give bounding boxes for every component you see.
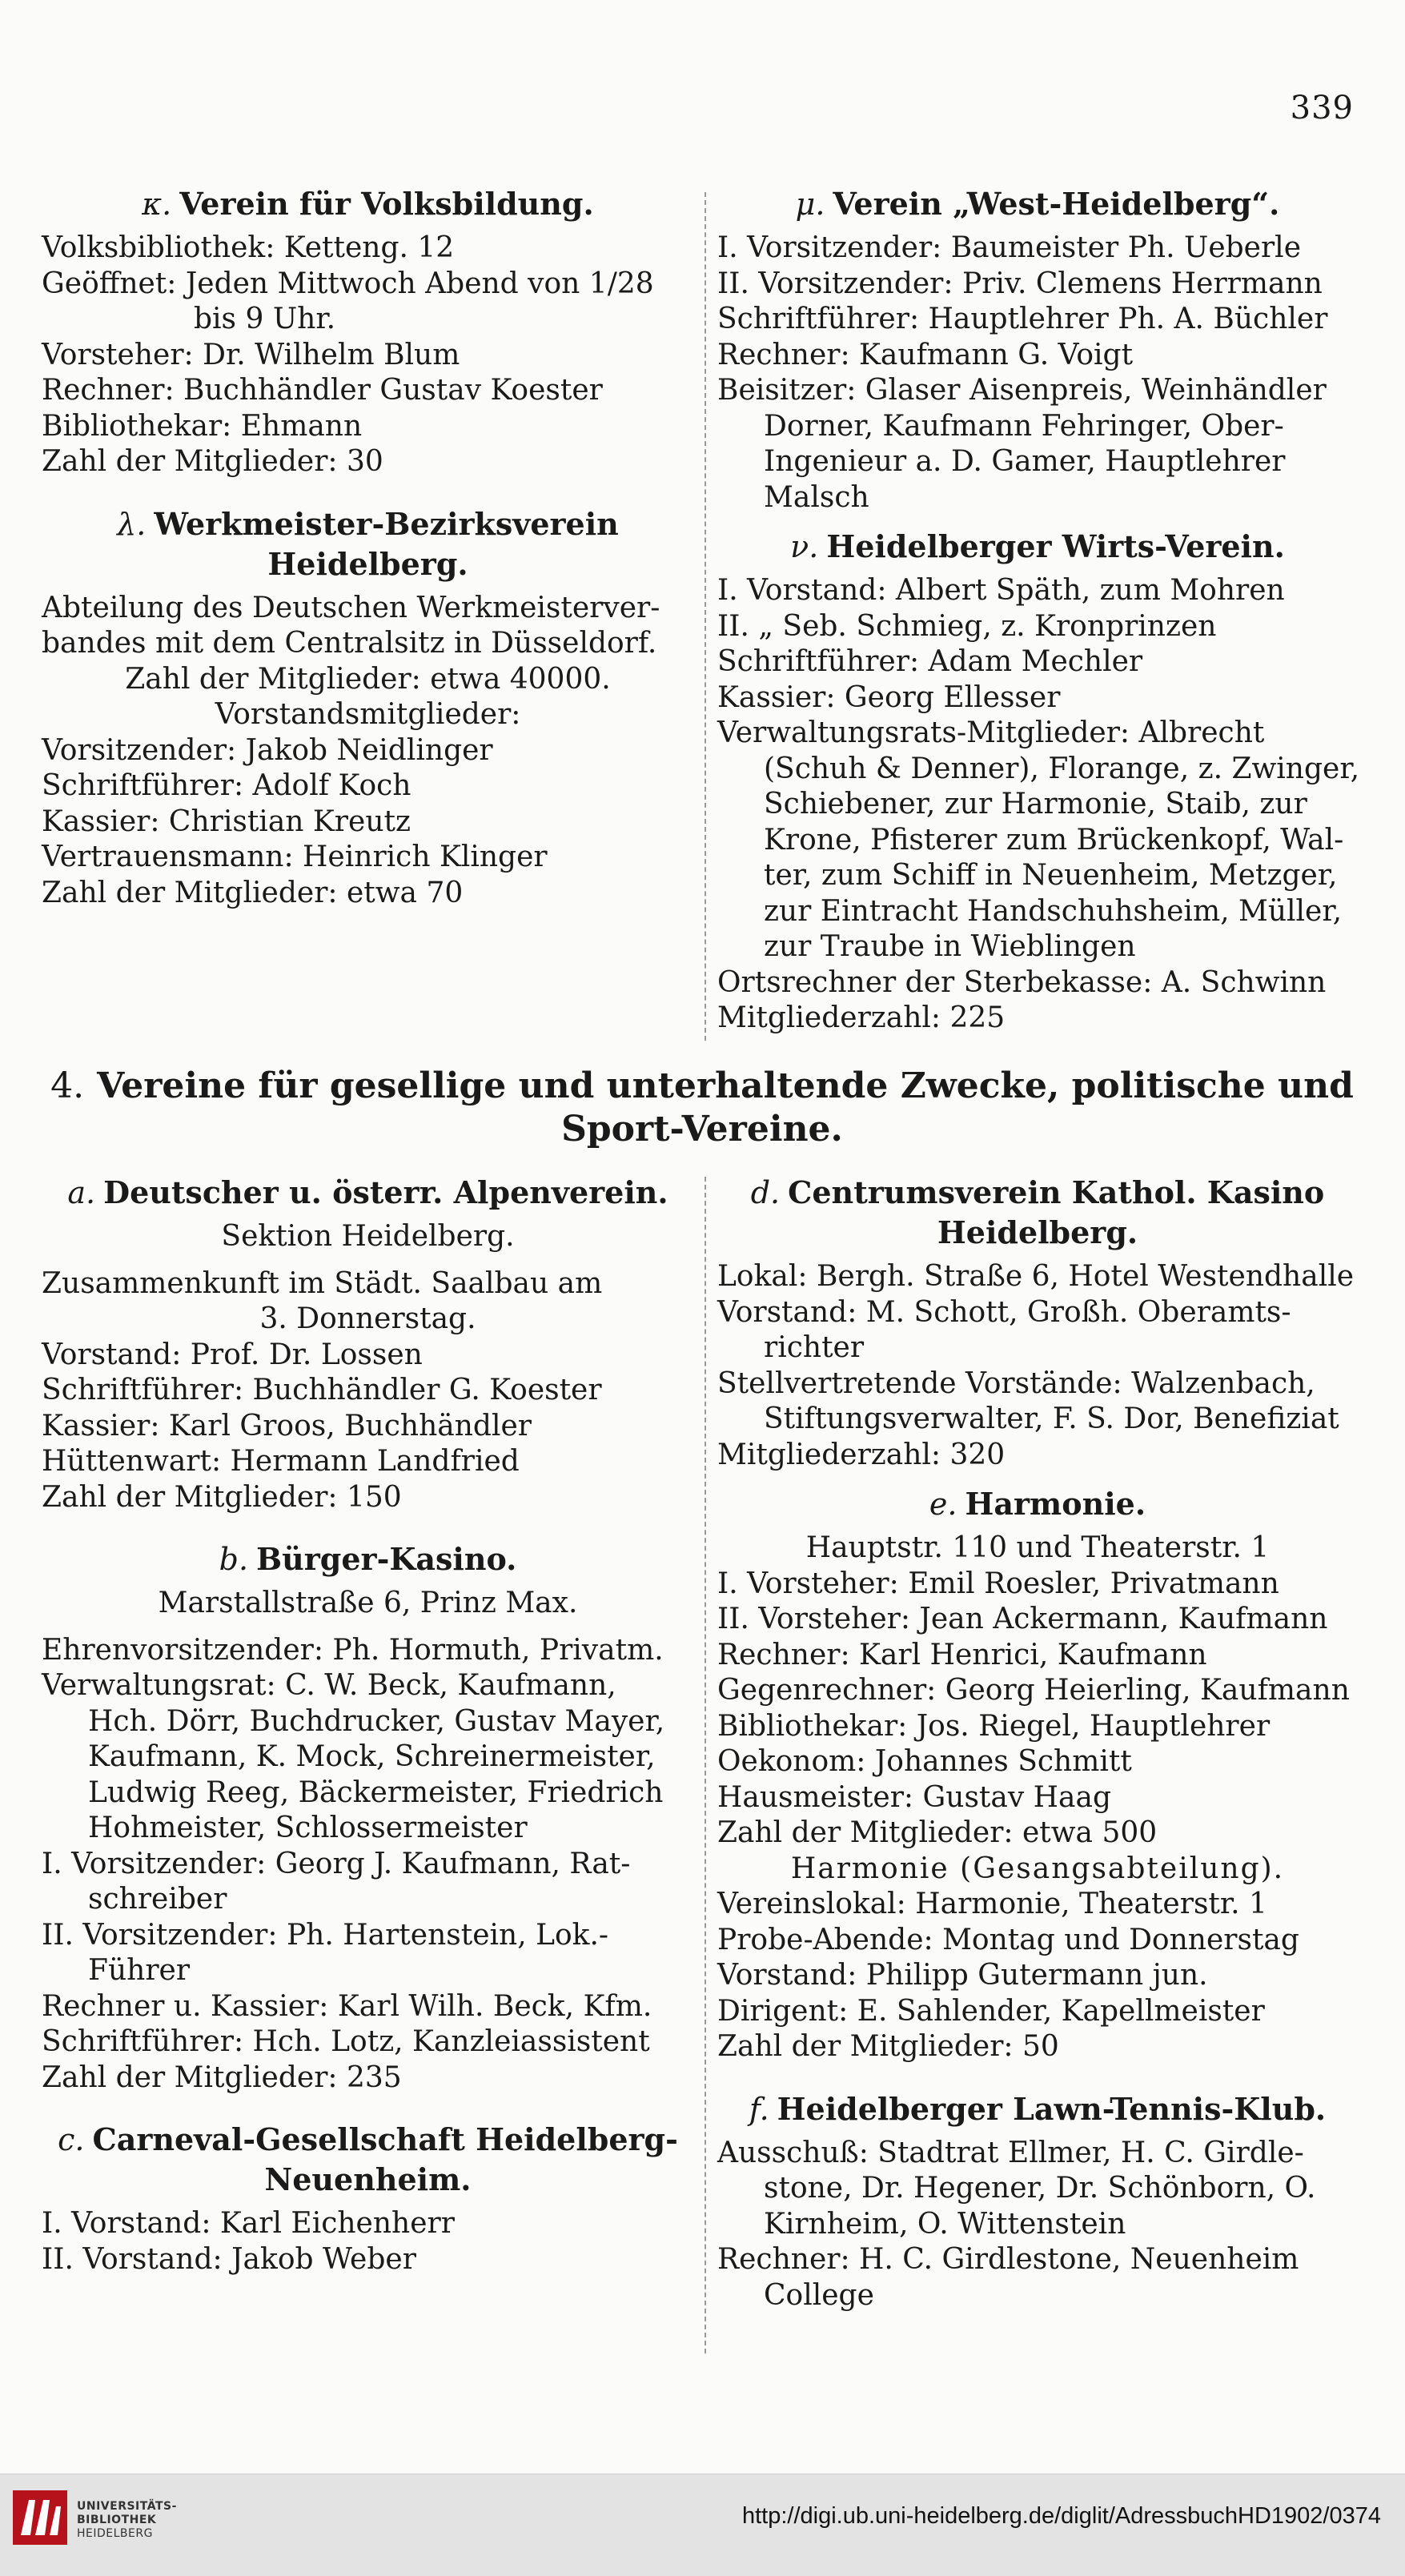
entry-nu-line: Krone, Pfisterer zum Brückenkopf, Wal- bbox=[764, 823, 1344, 857]
entry-d-line: Mitgliederzahl: 320 bbox=[717, 1438, 1006, 1471]
entry-c-line: II. Vorstand: Jakob Weber bbox=[42, 2242, 416, 2276]
entry-lambda-title: Werkmeister-Bezirksverein bbox=[154, 505, 619, 542]
entry-e-line: Oekonom: Johannes Schmitt bbox=[717, 1745, 1132, 1778]
entry-mu-line: II. Vorsitzender: Priv. Clemens Herrmann bbox=[717, 267, 1323, 300]
top-right-column bbox=[717, 184, 1358, 1037]
entry-nu-line: II. „ Seb. Schmieg, z. Kronprinzen bbox=[717, 609, 1217, 643]
entry-b-line: I. Vorsitzender: Georg J. Kaufmann, Rat- bbox=[42, 1847, 631, 1880]
entry-e-line: Harmonie (Gesangsabteilung). bbox=[790, 1852, 1285, 1885]
entry-mu-mark: μ. bbox=[795, 187, 825, 222]
section-4-title bbox=[42, 1065, 1363, 1151]
entry-c-mark: c. bbox=[58, 2122, 85, 2157]
entry-nu-line: Ortsrechner der Sterbekasse: A. Schwinn bbox=[717, 965, 1327, 999]
entry-kappa-line: Bibliothekar: Ehmann bbox=[42, 409, 363, 443]
entry-b-line: Verwaltungsrat: C. W. Beck, Kaufmann, bbox=[42, 1669, 616, 1702]
entry-b-line: Hohmeister, Schlossermeister bbox=[88, 1812, 528, 1844]
entry-kappa-line: bis 9 Uhr. bbox=[194, 303, 336, 335]
entry-nu-line: Mitgliederzahl: 225 bbox=[717, 1001, 1006, 1034]
entry-b-line: Kaufmann, K. Mock, Schreinermeister, bbox=[88, 1740, 656, 1773]
entry-nu-line: Schriftführer: Adam Mechler bbox=[717, 645, 1143, 678]
entry-nu-line: zur Eintracht Handschuhsheim, Müller, bbox=[764, 894, 1343, 928]
column-divider-top bbox=[705, 192, 706, 1041]
section-4-title-line-2: Sport-Vereine. bbox=[561, 1109, 843, 1150]
entry-nu-line: zur Traube in Wieblingen bbox=[764, 930, 1136, 963]
top-left-column bbox=[42, 184, 694, 911]
library-name-line-1: UNIVERSITÄTS- bbox=[77, 2500, 177, 2513]
entry-a-line: 3. Donnerstag. bbox=[259, 1302, 476, 1335]
entry-lambda-line: bandes mit dem Centralsitz in Düsseldorf. bbox=[42, 627, 657, 660]
entry-c-line: I. Vorstand: Karl Eichenherr bbox=[42, 2207, 455, 2240]
entry-b-line: Ludwig Reeg, Bäckermeister, Friedrich bbox=[88, 1776, 664, 1809]
library-name-line-2: BIBLIOTHEK bbox=[77, 2514, 157, 2526]
entry-mu-line: I. Vorsitzender: Baumeister Ph. Ueberle bbox=[717, 231, 1301, 264]
entry-nu-title: Heidelberger Wirts-Verein. bbox=[826, 528, 1285, 564]
entry-e-line: Dirigent: E. Sahlender, Kapellmeister bbox=[717, 1994, 1265, 2028]
entry-f-mark: f. bbox=[749, 2091, 769, 2127]
entry-kappa-line: Rechner: Buchhändler Gustav Koester bbox=[42, 374, 603, 407]
entry-a-line: Hüttenwart: Hermann Landfried bbox=[42, 1445, 520, 1478]
entry-f-title: Heidelberger Lawn-Tennis-Klub. bbox=[777, 2090, 1327, 2127]
entry-c-heading bbox=[42, 2120, 694, 2200]
entry-d-title-2: Heidelberg. bbox=[937, 1214, 1138, 1250]
entry-a-line: Zusammenkunft im Städt. Saalbau am bbox=[42, 1266, 603, 1300]
entry-lambda-mark: λ. bbox=[117, 506, 147, 542]
library-name bbox=[77, 2500, 177, 2541]
entry-b-line: Rechner u. Kassier: Karl Wilh. Beck, Kfm. bbox=[42, 1989, 652, 2023]
entry-mu-title: Verein „West-Heidelberg“. bbox=[833, 186, 1280, 222]
entry-lambda-line: Vorstandsmitglieder: bbox=[215, 698, 521, 731]
section-4-number: 4. bbox=[50, 1065, 85, 1106]
entry-a-line: Schriftführer: Buchhändler G. Koester bbox=[42, 1374, 602, 1406]
entry-mu-line: Dorner, Kaufmann Fehringer, Ober- bbox=[764, 409, 1284, 443]
entry-f-line: Rechner: H. C. Girdlestone, Neuenheim bbox=[717, 2243, 1299, 2276]
entry-e-line: Vorstand: Philipp Gutermann jun. bbox=[717, 1959, 1208, 1992]
entry-b-line: schreiber bbox=[88, 1883, 227, 1916]
entry-a-line: Kassier: Karl Groos, Buchhändler bbox=[42, 1409, 532, 1442]
entry-f-line: Kirnheim, O. Wittenstein bbox=[764, 2207, 1126, 2241]
entry-d-line: Stellvertretende Vorstände: Walzenbach, bbox=[717, 1366, 1315, 1400]
university-library-logo-icon bbox=[11, 2489, 69, 2546]
entry-mu-line: Malsch bbox=[764, 480, 869, 514]
entry-d-line: Lokal: Bergh. Straße 6, Hotel Westendhalle bbox=[717, 1260, 1355, 1293]
entry-kappa-title: Verein für Volksbildung. bbox=[179, 186, 594, 222]
entry-a-line: Sektion Heidelberg. bbox=[221, 1220, 515, 1253]
entry-b-title: Bürger-Kasino. bbox=[256, 1541, 517, 1577]
entry-lambda-title-2: Heidelberg. bbox=[267, 545, 468, 582]
entry-e-mark: e. bbox=[929, 1487, 957, 1522]
entry-e-title: Harmonie. bbox=[965, 1486, 1146, 1522]
entry-d-line: richter bbox=[764, 1331, 865, 1364]
entry-nu-line: ter, zum Schiff in Neuenheim, Metzger, bbox=[764, 859, 1338, 892]
entry-e-heading bbox=[717, 1484, 1358, 1524]
entry-nu-line: Kassier: Georg Ellesser bbox=[717, 680, 1061, 714]
entry-lambda-line: Vorsitzender: Jakob Neidlinger bbox=[42, 733, 493, 767]
column-divider-bottom bbox=[705, 1177, 706, 2353]
entry-a-heading bbox=[42, 1173, 694, 1213]
entry-nu-mark: ν. bbox=[790, 529, 819, 564]
entry-e-line: Hausmeister: Gustav Haag bbox=[717, 1780, 1111, 1814]
entry-d-title: Centrumsverein Kathol. Kasino bbox=[788, 1174, 1325, 1210]
entry-e-line: Bibliothekar: Jos. Riegel, Hauptlehrer bbox=[717, 1709, 1271, 1743]
entry-c-title: Carneval-Gesellschaft Heidelberg- bbox=[92, 2121, 678, 2157]
bottom-left-column bbox=[42, 1173, 694, 2277]
entry-b-line: Hch. Dörr, Buchdrucker, Gustav Mayer, bbox=[88, 1704, 665, 1738]
entry-lambda-line: Zahl der Mitglieder: etwa 70 bbox=[42, 876, 464, 909]
entry-f-line: College bbox=[764, 2278, 874, 2312]
entry-d-line: Stiftungsverwalter, F. S. Dor, Benefiziat bbox=[764, 1402, 1339, 1435]
entry-c-title-2: Neuenheim. bbox=[264, 2161, 472, 2197]
entry-d-heading bbox=[717, 1173, 1358, 1253]
entry-nu-line: (Schuh & Denner), Florange, z. Zwinger, bbox=[764, 752, 1360, 785]
entry-mu-heading bbox=[717, 184, 1358, 224]
entry-lambda-heading bbox=[42, 504, 694, 584]
page-number: 339 bbox=[1290, 90, 1354, 126]
entry-e-line: Vereinslokal: Harmonie, Theaterstr. 1 bbox=[717, 1888, 1267, 1920]
entry-b-line: Marstallstraße 6, Prinz Max. bbox=[158, 1587, 578, 1619]
entry-mu-line: Schriftführer: Hauptlehrer Ph. A. Büchler bbox=[717, 303, 1328, 335]
entry-f-line: Ausschuß: Stadtrat Ellmer, H. C. Girdle- bbox=[717, 2136, 1304, 2169]
entry-nu-line: I. Vorstand: Albert Späth, zum Mohren bbox=[717, 574, 1285, 607]
entry-lambda-line: Vertrauensmann: Heinrich Klinger bbox=[42, 841, 548, 873]
entry-d-line: Vorstand: M. Schott, Großh. Oberamts- bbox=[717, 1295, 1291, 1329]
section-4-title-line-1: Vereine für gesellige und unterhaltende Zwecke, politische und bbox=[97, 1065, 1354, 1106]
entry-kappa-line: Volksbibliothek: Ketteng. 12 bbox=[42, 231, 455, 264]
entry-kappa-line: Zahl der Mitglieder: 30 bbox=[42, 445, 383, 478]
entry-a-mark: a. bbox=[67, 1175, 96, 1210]
entry-e-line: II. Vorsteher: Jean Ackermann, Kaufmann bbox=[717, 1603, 1328, 1635]
entry-f-heading bbox=[717, 2089, 1358, 2129]
entry-a-line: Zahl der Mitglieder: 150 bbox=[42, 1480, 402, 1514]
entry-mu-line: Rechner: Kaufmann G. Voigt bbox=[717, 338, 1134, 371]
entry-e-line: Hauptstr. 110 und Theaterstr. 1 bbox=[805, 1531, 1270, 1564]
entry-e-line: Probe-Abende: Montag und Donnerstag bbox=[717, 1923, 1299, 1956]
bottom-right-column bbox=[717, 1173, 1358, 2313]
entry-d-mark: d. bbox=[750, 1175, 781, 1210]
entry-kappa-line: Geöffnet: Jeden Mittwoch Abend von 1/28 bbox=[42, 267, 654, 300]
entry-lambda-line: Kassier: Christian Kreutz bbox=[42, 804, 411, 838]
entry-lambda-line: Abteilung des Deutschen Werkmeisterver- bbox=[42, 591, 660, 624]
entry-b-line: Ehrenvorsitzender: Ph. Hormuth, Privatm. bbox=[42, 1633, 664, 1667]
entry-a-title: Deutscher u. österr. Alpenverein. bbox=[103, 1174, 668, 1210]
entry-e-line: Rechner: Karl Henrici, Kaufmann bbox=[717, 1638, 1207, 1671]
entry-e-line: Zahl der Mitglieder: etwa 500 bbox=[717, 1816, 1158, 1849]
entry-kappa-heading bbox=[42, 184, 694, 224]
entry-lambda-line: Zahl der Mitglieder: etwa 40000. bbox=[125, 662, 611, 696]
entry-mu-line: Beisitzer: Glaser Aisenpreis, Weinhändler bbox=[717, 374, 1327, 407]
entry-nu-line: Schiebener, zur Harmonie, Staib, zur bbox=[764, 788, 1307, 821]
library-footer bbox=[0, 2474, 1405, 2576]
entry-lambda-line: Schriftführer: Adolf Koch bbox=[42, 769, 411, 802]
entry-kappa-mark: κ. bbox=[142, 187, 172, 222]
source-url-link[interactable]: http://digi.ub.uni-heidelberg.de/diglit/AdressbuchHD1902/0374 bbox=[741, 2503, 1381, 2529]
library-name-line-3: HEIDELBERG bbox=[77, 2527, 153, 2540]
entry-f-line: stone, Dr. Hegener, Dr. Schönborn, O. bbox=[764, 2172, 1316, 2205]
entry-mu-line: Ingenieur a. D. Gamer, Hauptlehrer bbox=[764, 445, 1286, 478]
entry-b-line: Schriftführer: Hch. Lotz, Kanzleiassistent bbox=[42, 2025, 650, 2058]
entry-e-line: Gegenrechner: Georg Heierling, Kaufmann bbox=[717, 1674, 1350, 1707]
entry-kappa-line: Vorsteher: Dr. Wilhelm Blum bbox=[42, 338, 460, 371]
entry-e-line: Zahl der Mitglieder: 50 bbox=[717, 2030, 1059, 2063]
entry-nu-line: Verwaltungsrats-Mitglieder: Albrecht bbox=[717, 716, 1265, 749]
entry-b-heading bbox=[42, 1539, 694, 1579]
entry-nu-heading bbox=[717, 527, 1358, 567]
entry-b-line: II. Vorsitzender: Ph. Hartenstein, Lok.- bbox=[42, 1918, 609, 1952]
entry-b-line: Zahl der Mitglieder: 235 bbox=[42, 2060, 402, 2094]
entry-b-line: Führer bbox=[88, 1954, 191, 1987]
entry-b-mark: b. bbox=[219, 1542, 249, 1577]
entry-a-line: Vorstand: Prof. Dr. Lossen bbox=[42, 1338, 423, 1371]
entry-e-line: I. Vorsteher: Emil Roesler, Privatmann bbox=[717, 1567, 1279, 1600]
